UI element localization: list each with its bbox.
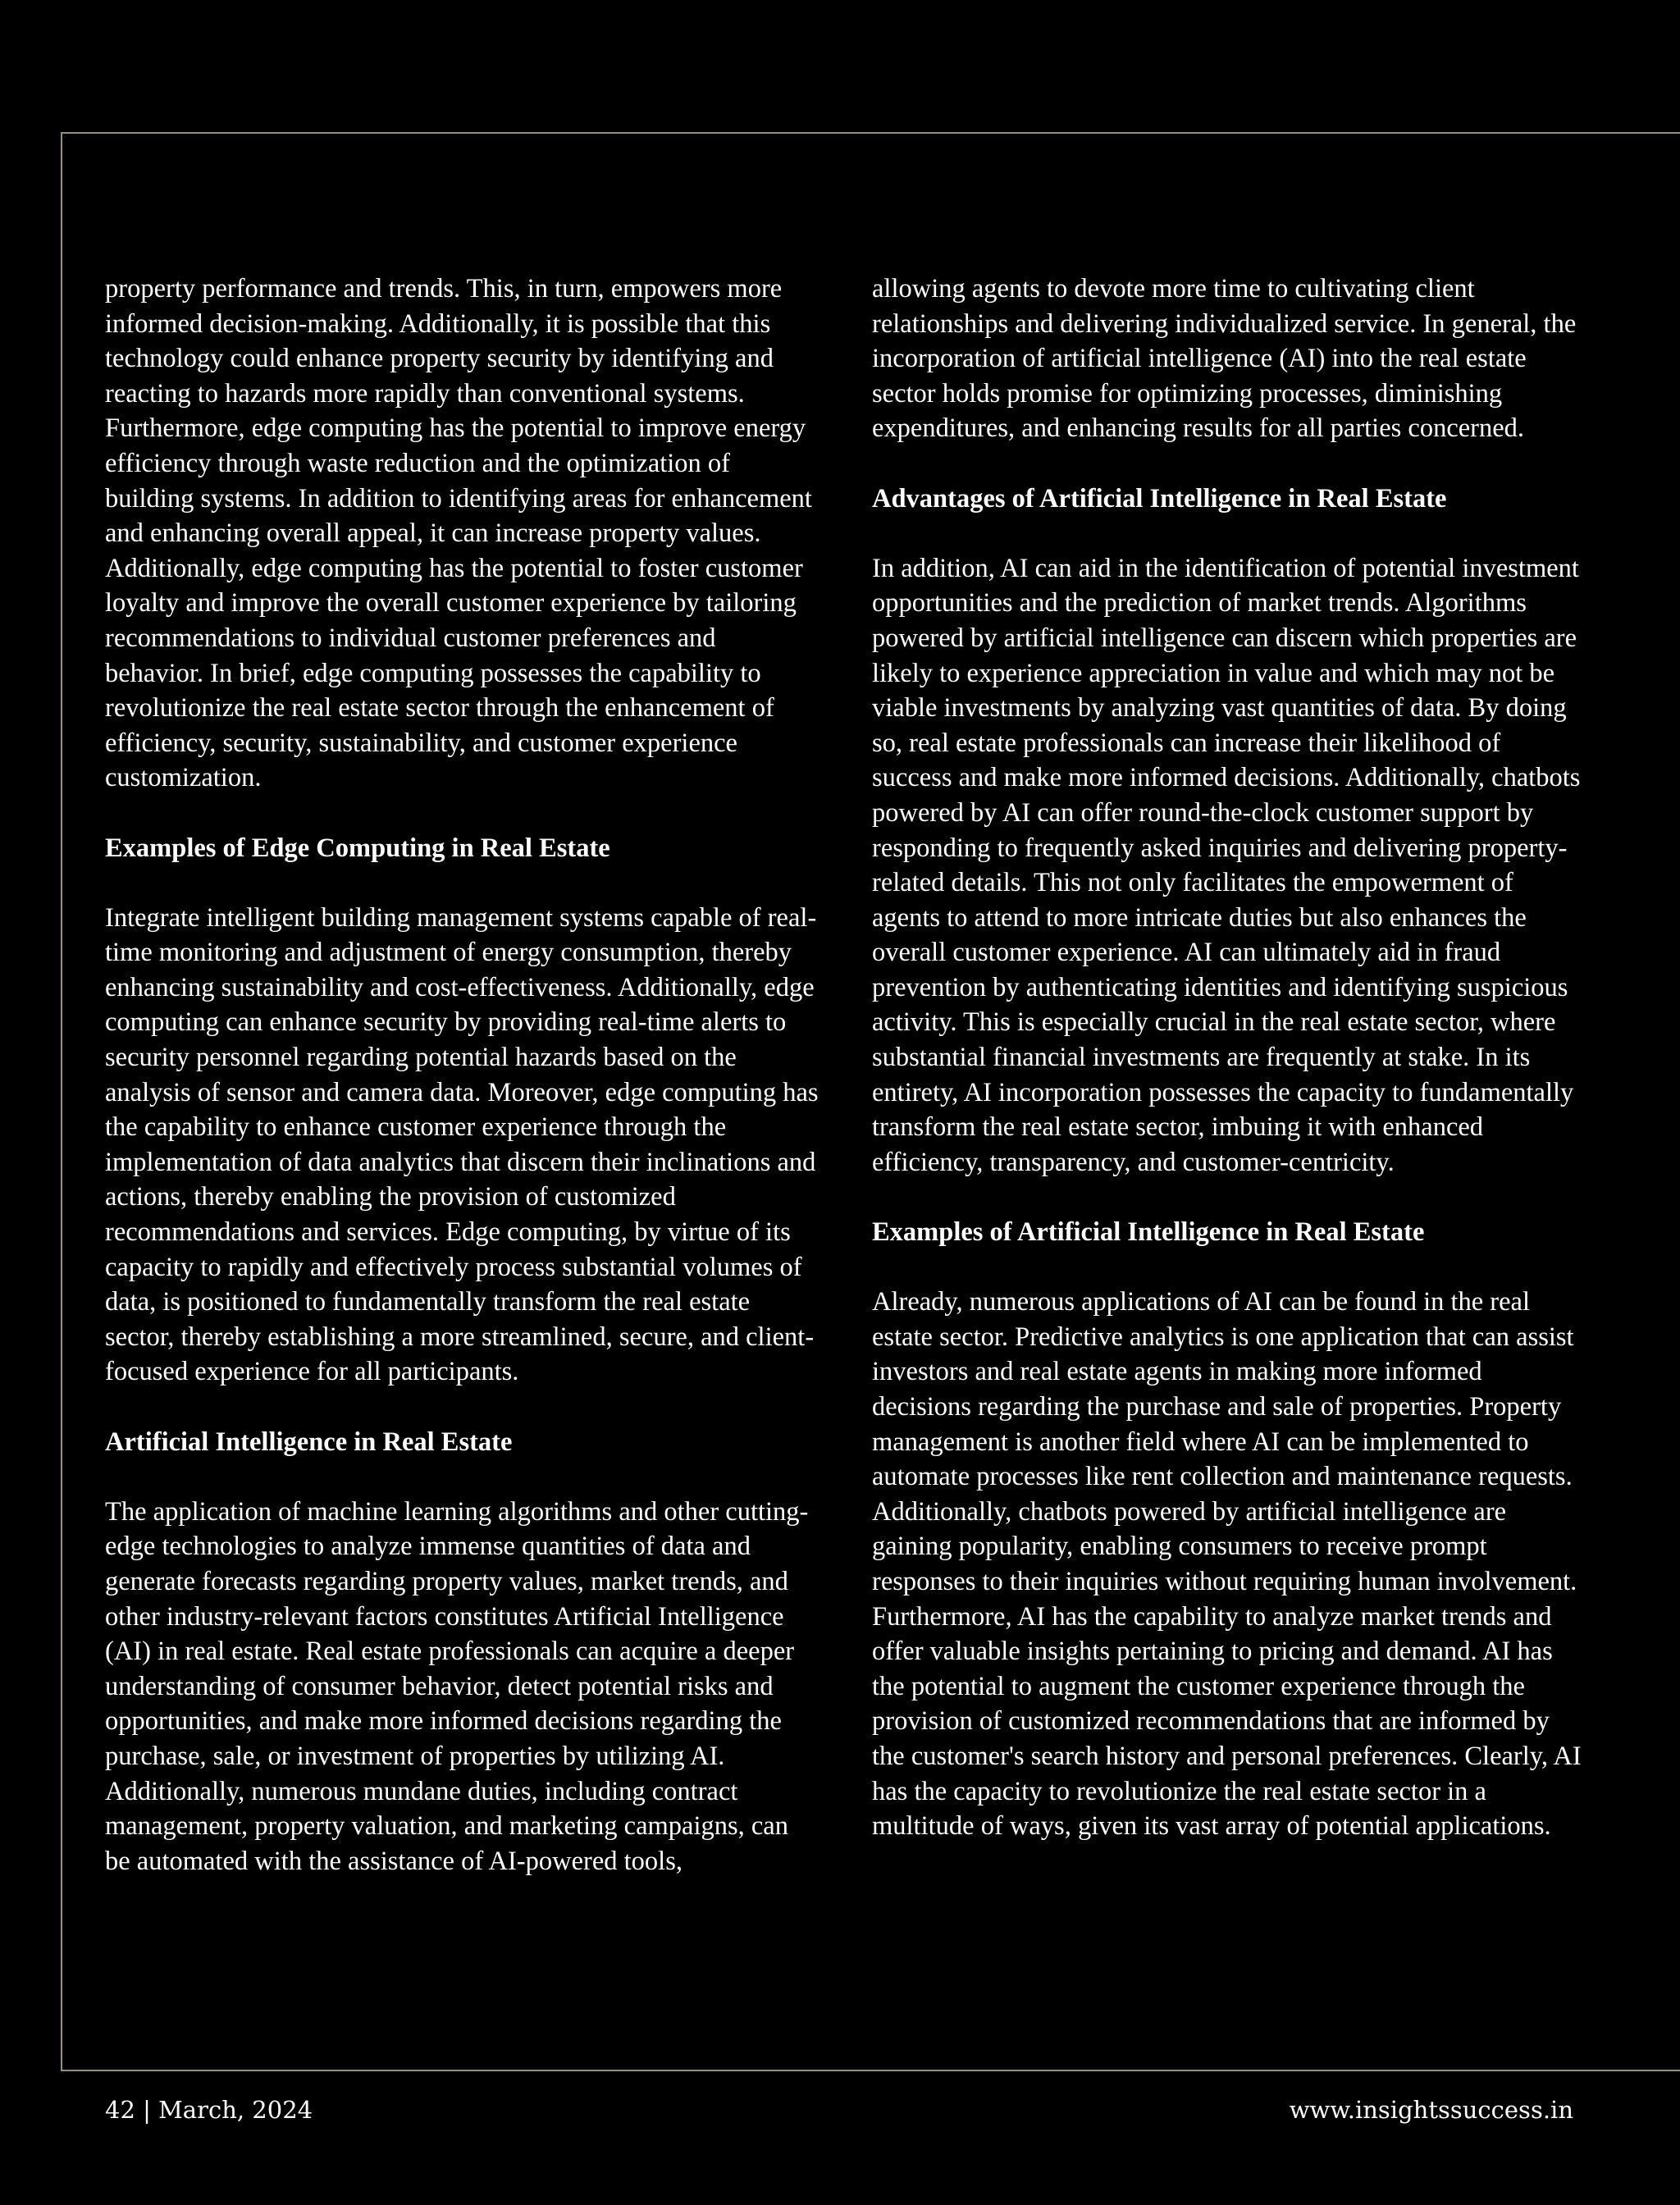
heading-ai-advantages: Advantages of Artificial Intelligence in Real Estate bbox=[872, 483, 1447, 514]
left-paragraph-1: property performance and trends. This, in turn, empowers more informed decision-making. Additionally, it is possible that this technology could enhance property security by identifying and reacting to hazards more rapidly than conventional systems. Furthermore, edge computing has the potential to improve energy efficiency through waste reduction and the optimization of building systems. In addition to identifying areas for enhancement and enhancing overall appeal, it can increase property values. Additionally, edge computing has the potential to foster customer loyalty and improve the overall customer experience by tailoring recommendations to individual customer preferences and behavior. In brief, edge computing possesses the capability to revolutionize the real estate sector through the enhancement of efficiency, security, sustainability, and customer experience customization. bbox=[105, 274, 812, 793]
heading-ai-examples: Examples of Artificial Intelligence in Real Estate bbox=[872, 1217, 1425, 1248]
left-paragraph-3: The application of machine learning algorithms and other cutting-edge technologies to analyze immense quantities of data and generate forecasts regarding property values, market trends, and other industry-relevant factors constitutes Artificial Intelligence (AI) in real estate. Real estate professionals can acquire a deeper understanding of consumer behavior, detect potential risks and opportunities, and make more informed decisions regarding the purchase, sale, or investment of properties by utilizing AI. Additionally, numerous mundane duties, including contract management, property valuation, and marketing campaigns, can be automated with the assistance of AI-powered tools, bbox=[105, 1496, 809, 1876]
right-paragraph-3: Already, numerous applications of AI can be found in the real estate sector. Predictive analytics is one application that can assist investors and real estate agents in making more informed decisions regarding the purchase and sale of properties. Property management is another field where AI can be implemented to automate processes like rent collection and maintenance requests. Additionally, chatbots powered by artificial intelligence are gaining popularity, enabling consumers to receive prompt responses to their inquiries without requiring human involvement. Furthermore, AI has the capability to analyze market trends and offer valuable insights pertaining to pricing and demand. AI has the potential to augment the customer experience through the provision of customized recommendations that are informed by the customer's search history and personal preferences. Clearly, AI has the capacity to revolutionize the real estate sector in a multitude of ways, given its vast array of potential applications. bbox=[872, 1287, 1582, 1842]
footer-website-link[interactable]: www.insightssuccess.in bbox=[1289, 2096, 1573, 2124]
right-paragraph-1: allowing agents to devote more time to cultivating client relationships and delivering individualized service. In general, the incorporation of artificial intelligence (AI) into the real estate sector holds promise for optimizing processes, diminishing expenditures, and enhancing results for all parties concerned. bbox=[872, 274, 1577, 444]
footer-page-info: 42 | March, 2024 bbox=[105, 2096, 313, 2124]
right-column bbox=[872, 272, 1586, 1879]
left-column bbox=[105, 272, 819, 1914]
right-paragraph-2: In addition, AI can aid in the identification of potential investment opportunities and the prediction of market trends. Algorithms powered by artificial intelligence can discern which properties are likely to experience appreciation in value and which may not be viable investments by analyzing vast quantities of data. By doing so, real estate professionals can increase their likelihood of success and make more informed decisions. Additionally, chatbots powered by AI can offer round-the-clock customer support by responding to frequently asked inquiries and delivering property-related details. This not only facilitates the empowerment of agents to attend to more intricate duties but also enhances the overall customer experience. AI can ultimately aid in fraud prevention by authenticating identities and identifying suspicious activity. This is especially crucial in the real estate sector, where substantial financial investments are frequently at stake. In its entirety, AI incorporation possesses the capacity to fundamentally transform the real estate sector, imbuing it with enhanced efficiency, transparency, and customer-centricity. bbox=[872, 553, 1581, 1177]
heading-ai-in-real-estate: Artificial Intelligence in Real Estate bbox=[105, 1427, 513, 1457]
left-paragraph-2: Integrate intelligent building management systems capable of real-time monitoring and adjustment of energy consumption, thereby enhancing sustainability and cost-effectiveness. Additionally, edge computing can enhance security by providing real-time alerts to security personnel regarding potential hazards based on the analysis of sensor and camera data. Moreover, edge computing has the capability to enhance customer experience through the implementation of data analytics that discern their inclinations and actions, thereby enabling the provision of customized recommendations and services. Edge computing, by virtue of its capacity to rapidly and effectively process substantial volumes of data, is positioned to fundamentally transform the real estate sector, thereby establishing a more streamlined, secure, and client-focused experience for all participants. bbox=[105, 902, 819, 1387]
heading-edge-computing-examples: Examples of Edge Computing in Real Estate bbox=[105, 833, 610, 863]
